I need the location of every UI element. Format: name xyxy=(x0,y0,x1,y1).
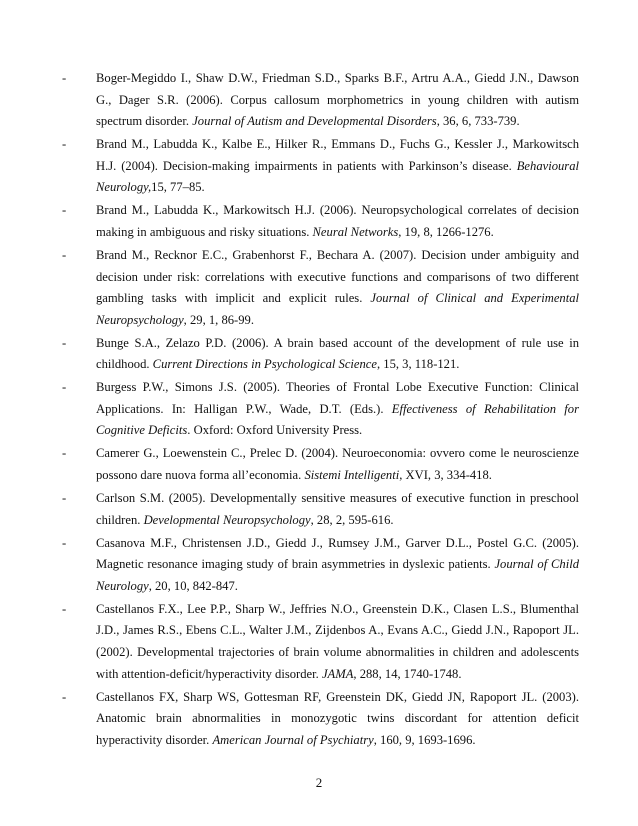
reference-text: Bunge S.A., Zelazo P.D. (2006). A brain based account of the development of rule use in childhood. xyxy=(96,335,579,372)
reference-journal-title: Sistemi Intelligenti xyxy=(304,468,400,483)
bullet-dash: - xyxy=(62,491,67,506)
reference-citation-details: , 36, 6, 733-739. xyxy=(436,114,520,129)
bullet-dash: - xyxy=(62,535,67,550)
reference-text: Boger-Megiddo I., Shaw D.W., Friedman S.D., Sparks B.F., Artru A.A., Giedd J.N., Dawson G., Dager S.R. (2006). Corpus callosum morphometrics in young children with autism spectrum disorder. xyxy=(96,71,579,129)
reference-citation-details: 15, 77–85. xyxy=(151,180,205,195)
reference-item xyxy=(62,533,579,598)
reference-journal-title: Journal of Clinical and Experimental Neuropsychology xyxy=(96,291,579,327)
reference-journal-title: Effectiveness of Rehabilitation for Cognitive Deficits xyxy=(96,401,580,438)
reference-journal-title: Neural Networks xyxy=(312,224,399,239)
reference-item xyxy=(62,134,579,199)
reference-text: Brand M., Labudda K., Kalbe E., Hilker R., Emmans D., Fuchs G., Kessler J., Markowitsch H.J. (2004). Decision-making impairments in patients with Parkinson’s disease. xyxy=(96,137,579,173)
reference-journal-title: Developmental Neuropsychology xyxy=(143,512,311,527)
reference-item xyxy=(62,599,579,685)
bullet-dash: - xyxy=(62,689,67,704)
reference-text: Casanova M.F., Christensen J.D., Giedd J., Rumsey J.M., Garver D.L., Postel G.C. (2005). Magnetic resonance imaging study of brain asymmetries in dyslexic patients. xyxy=(96,535,579,572)
bullet-dash: - xyxy=(62,380,67,395)
reference-journal-title: Journal of Child Neurology xyxy=(96,557,579,593)
reference-citation-details: , 20, 10, 842-847. xyxy=(148,578,238,593)
reference-journal-title: JAMA xyxy=(321,666,354,681)
bullet-dash: - xyxy=(62,203,67,218)
reference-text: Brand M., Recknor E.C., Grabenhorst F., Bechara A. (2007). Decision under ambiguity and decision under risk: correlations with executive functions and comparisons of two different gambling tasks with implicit and explicit rules. xyxy=(96,247,579,306)
bullet-dash: - xyxy=(62,71,67,85)
reference-text: Castellanos F.X., Lee P.P., Sharp W., Jeffries N.O., Greenstein D.K., Clasen L.S., Blumenthal J.D., James R.S., Ebens C.L., Walter J.M., Zijdenbos A., Evans A.C., Giedd J.N., Rapoport JL. (2002). Developmental trajectories of brain volume abnormalities in children and adolescents with attention-deficit/hyperactivity disorder. xyxy=(96,601,579,681)
reference-item xyxy=(62,68,579,133)
reference-citation-details: , 160, 9, 1693-1696. xyxy=(373,732,476,747)
reference-item xyxy=(62,245,579,331)
reference-item xyxy=(62,377,579,442)
reference-item xyxy=(62,200,579,243)
reference-text: Camerer G., Loewenstein C., Prelec D. (2004). Neuroeconomia: ovvero come le neuroscienze possono dare nuova forma all’economia. xyxy=(96,446,579,483)
reference-citation-details: , 288, 14, 1740-1748. xyxy=(353,666,462,681)
reference-item xyxy=(62,333,579,376)
bullet-dash: - xyxy=(62,335,67,350)
page-number: 2 xyxy=(315,775,323,790)
bullet-dash: - xyxy=(62,247,67,262)
bullet-dash: - xyxy=(62,446,67,461)
reference-citation-details: , 29, 1, 86-99. xyxy=(183,312,254,327)
reference-text: Brand M., Labudda K., Markowitsch H.J. (2006). Neuropsychological correlates of decision making in ambiguous and risky situations. xyxy=(96,203,579,239)
reference-journal-title: Journal of Autism and Developmental Disorders xyxy=(192,114,437,129)
reference-citation-details: , 28, 2, 595-616. xyxy=(310,512,394,527)
reference-item xyxy=(62,443,579,486)
reference-text: Carlson S.M. (2005). Developmentally sensitive measures of executive function in preschool children. xyxy=(96,491,579,527)
reference-text: Burgess P.W., Simons J.S. (2005). Theories of Frontal Lobe Executive Function: Clinical Applications. In: Halligan P.W., Wade, D.T. (Eds.). xyxy=(96,380,579,416)
reference-item xyxy=(62,687,579,752)
reference-journal-title: American Journal of Psychiatry xyxy=(212,732,374,747)
reference-journal-title: Behavioural Neurology, xyxy=(96,158,579,195)
reference-list xyxy=(62,68,579,753)
reference-item xyxy=(62,488,579,531)
reference-citation-details: , XVI, 3, 334-418. xyxy=(399,468,492,483)
reference-citation-details: , 15, 3, 118-121. xyxy=(376,357,460,372)
bullet-dash: - xyxy=(62,601,67,616)
bullet-dash: - xyxy=(62,137,67,152)
reference-journal-title: Current Directions in Psychological Science xyxy=(152,357,377,372)
reference-citation-details: . Oxford: Oxford University Press. xyxy=(187,423,363,438)
reference-text: Castellanos FX, Sharp WS, Gottesman RF, Greenstein DK, Giedd JN, Rapoport JL. (2003). Anatomic brain abnormalities in monozygotic twins discordant for attention deficit hyperactivity disorder. xyxy=(96,689,579,747)
reference-citation-details: , 19, 8, 1266-1276. xyxy=(398,224,494,239)
